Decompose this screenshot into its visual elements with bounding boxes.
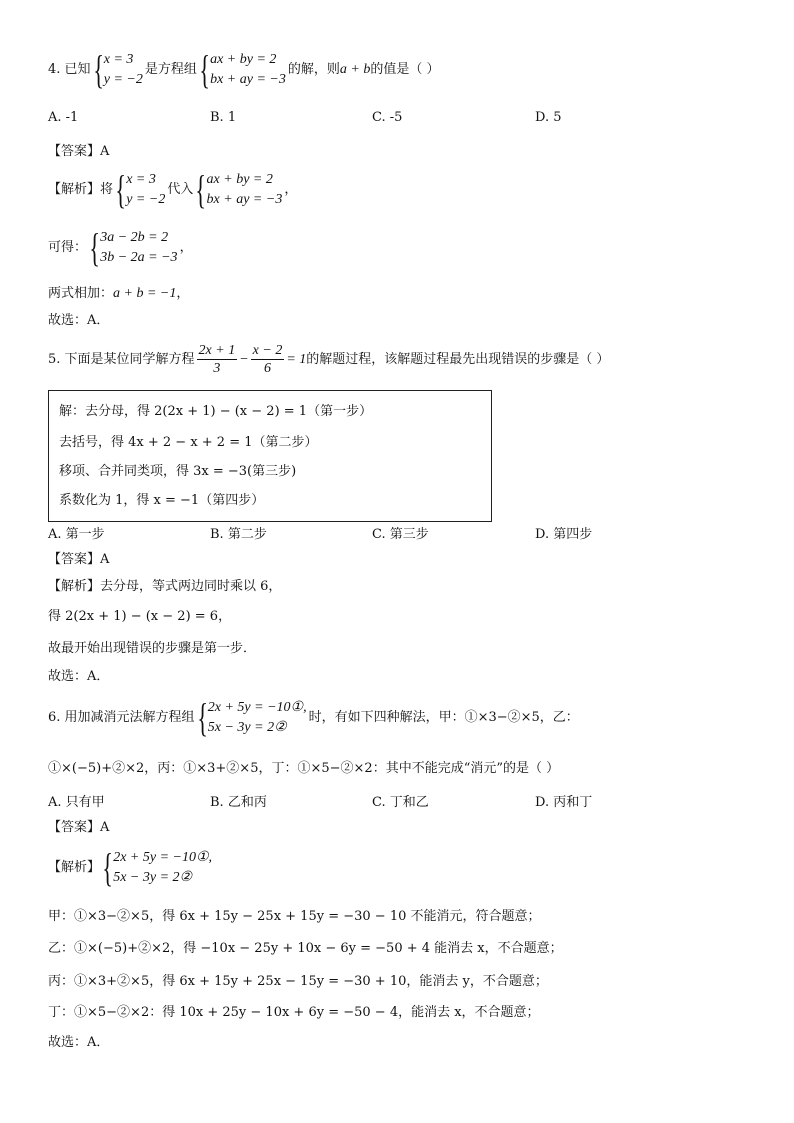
q4-option-b: B. 1 (210, 110, 237, 125)
q5-option-b: B. 第二步 (210, 527, 267, 542)
q6-stem-line-2: ①×(−5)+②×2，丙：①×3+②×5，丁：①×5−②×2：其中不能完成“消元”的是（ ） (48, 761, 560, 776)
q4-equation-system: { ax + by = 2 bx + ay = −3 (199, 47, 286, 92)
q6-analysis-label: 【解析】 (48, 860, 101, 875)
q5-option-d: D. 第四步 (535, 527, 593, 542)
q6-system: { 2x + 5y = −10①, 5x − 3y = 2② (196, 695, 307, 740)
q6-suffix: 时，有如下四种解法，甲：①×3−②×5，乙： (308, 710, 579, 725)
q4-answer: 【答案】A (48, 144, 110, 159)
q4-option-d: D. 5 (535, 110, 562, 125)
q5-choose: 故选：A． (48, 669, 110, 684)
q4-suffix-b: 的值是（ ） (370, 62, 440, 77)
q5-fraction-1: $\frac{2x + 1}{3}$ (198, 343, 236, 376)
q4-choose: 故选：A． (48, 313, 110, 328)
q4-stem (48, 47, 440, 92)
q5-fraction-2: $\frac{x - 2}{6}$ (252, 343, 283, 376)
q4-obtain-system: { 3a − 2b = 2 3b − 2a = −3 (89, 225, 178, 270)
q6-choose: 故选：A． (48, 1035, 110, 1050)
q5-box-line-1: 解：去分母，得 2(2x + 1) − (x − 2) = 1（第一步） (59, 404, 373, 419)
q5-option-a: A. 第一步 (48, 527, 105, 542)
q4-option-c: C. -5 (372, 110, 403, 125)
q4-obtain-label: 可得： (48, 240, 88, 255)
q4-mid: 是方程组 (144, 62, 197, 77)
q4-prefix: 4. 已知 (48, 62, 91, 77)
q6-prefix: 6. 用加减消元法解方程组 (48, 710, 195, 725)
q5-solution-box (48, 390, 492, 522)
q5-box-line-2: 去括号，得 4x + 2 − x + 2 = 1（第二步） (59, 435, 318, 450)
q6-jia: 甲：①×3−②×5，得 6x + 15y − 25x + 15y = −30 − 10 不能消元，符合题意； (48, 909, 541, 924)
q5-box-line-4: 系数化为 1，得 x = −1（第四步） (59, 493, 265, 508)
q6-analysis-system: { 2x + 5y = −10①, 5x − 3y = 2② (102, 845, 213, 890)
q6-option-a: A. 只有甲 (48, 795, 105, 810)
q6-bing: 丙：①×3+②×5，得 6x + 15y + 25x − 15y = −30 + 10，能消去 y，不合题意； (48, 974, 548, 989)
q5-analysis-1: 【解析】去分母，等式两边同时乘以 6， (48, 579, 282, 594)
q4-analysis-system-2: { ax + by = 2 bx + ay = −3 (195, 167, 283, 212)
q5-answer: 【答案】A (48, 552, 110, 567)
q4-analysis: 【解析】将 { x = 3 y = −2 代入 { ax + by = 2 bx + ay = −3 ， (48, 167, 298, 212)
q4-analysis-mid: 代入 (167, 182, 194, 197)
q5-analysis-2: 得 2(2x + 1) − (x − 2) = 6， (48, 609, 232, 624)
q6-option-d: D. 丙和丁 (535, 795, 593, 810)
q6-analysis (48, 845, 214, 890)
q4-add-line: 两式相加： a + b = −1 ， (48, 286, 190, 301)
q4-analysis-label: 【解析】将 (48, 182, 114, 197)
q5-suffix: 的解题过程，该解题过程最先出现错误的步骤是（ ） (306, 351, 610, 367)
q5-prefix: 5. 下面是某位同学解方程 (48, 351, 195, 367)
q6-yi: 乙：①×(−5)+②×2，得 −10x − 25y + 10x − 6y = −50 + 4 能消去 x，不合题意； (48, 941, 563, 956)
q4-given-system: { x = 3 y = −2 (92, 47, 143, 92)
q5-stem: 5. 下面是某位同学解方程 $\frac{2x + 1}{3}$ − $\frac{x - 2}{6}$ = 1 的解题过程，该解题过程最先出现错误的步骤是（ ） (48, 343, 610, 376)
q6-option-b: B. 乙和丙 (210, 795, 267, 810)
q4-analysis-system-1: { x = 3 y = −2 (115, 167, 166, 212)
q5-option-c: C. 第三步 (372, 527, 429, 542)
q6-answer: 【答案】A (48, 820, 110, 835)
q5-analysis-3: 故最开始出现错误的步骤是第一步． (48, 641, 257, 656)
q6-option-c: C. 丁和乙 (372, 795, 429, 810)
q6-ding: 丁：①×5−②×2：得 10x + 25y − 10x + 6y = −50 − 4，能消去 x，不合题意； (48, 1005, 540, 1020)
q4-obtain: 可得： { 3a − 2b = 2 3b − 2a = −3 ， (48, 225, 193, 270)
q5-box-line-3: 移项、合并同类项，得 3x = −3(第三步) (59, 464, 297, 479)
q6-stem (48, 695, 579, 740)
q4-option-a: A. -1 (48, 110, 79, 125)
q4-expr: a + b (339, 62, 371, 77)
q4-suffix-a: 的解，则 (287, 62, 340, 77)
